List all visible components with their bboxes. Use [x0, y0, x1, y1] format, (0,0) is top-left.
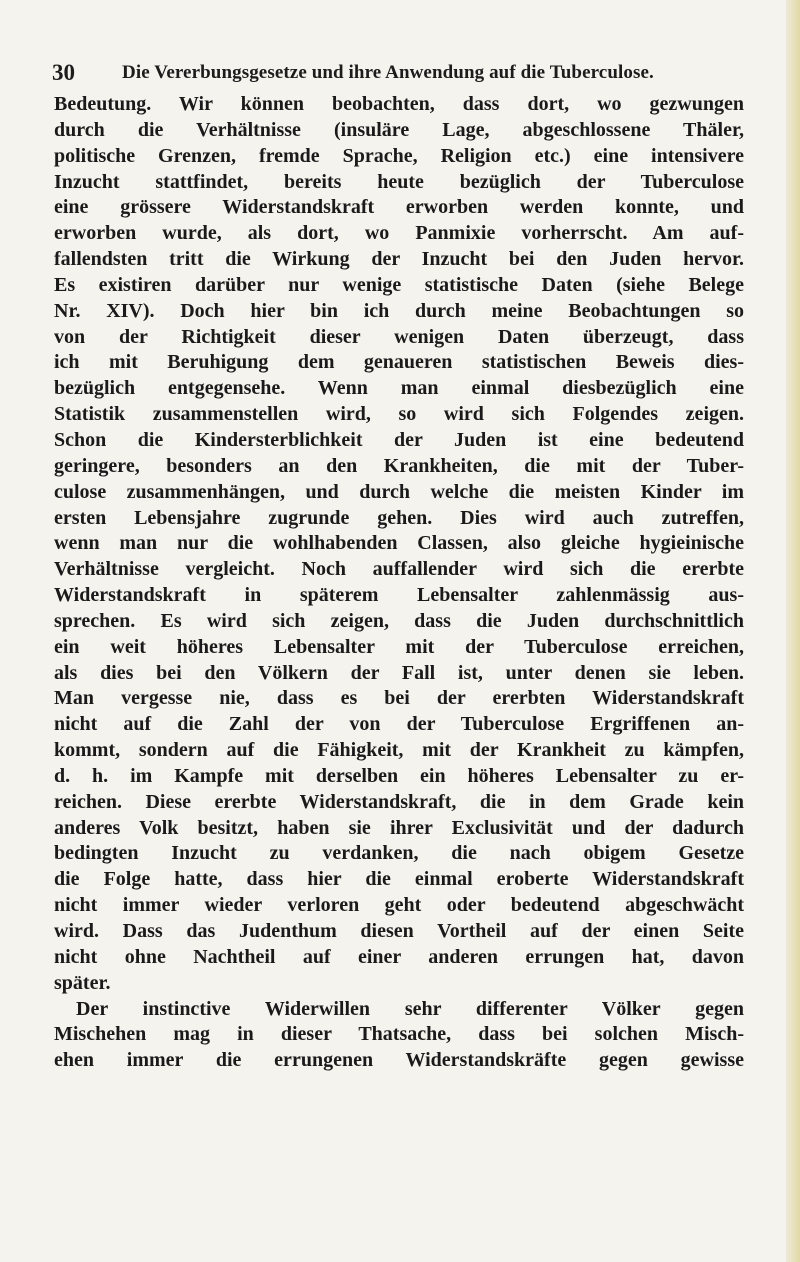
page-number: 30 — [52, 60, 75, 85]
text-line: nicht auf die Zahl der von der Tuberculose Ergriffenen an- — [54, 713, 744, 736]
text-line: Verhältnisse vergleicht. Noch auffallender wird sich die ererbte — [54, 558, 744, 581]
text-line: anderes Volk besitzt, haben sie ihrer Exclusivität und der dadurch — [54, 816, 744, 839]
text-line: Es existiren darüber nur wenige statistische Daten (siehe Belege — [54, 273, 744, 296]
text-line: ehen immer die errungenen Widerstandskräfte gegen gewisse — [54, 1049, 744, 1072]
text-line: ein weit höheres Lebensalter mit der Tuberculose erreichen, — [54, 635, 744, 658]
text-line: als dies bei den Völkern der Fall ist, unter denen sie leben. — [54, 661, 744, 684]
text-line: fallendsten tritt die Wirkung der Inzucht bei den Juden hervor. — [54, 248, 744, 271]
text-line: erworben wurde, als dort, wo Panmixie vorherrscht. Am auf- — [54, 222, 744, 245]
text-line: nicht immer wieder verloren geht oder bedeutend abgeschwächt — [54, 894, 744, 917]
text-line: Schon die Kindersterblichkeit der Juden ist eine bedeutend — [54, 428, 744, 451]
text-line: ersten Lebensjahre zugrunde gehen. Dies wird auch zutreffen, — [54, 506, 744, 529]
text-line: wenn man nur die wohlhabenden Classen, also gleiche hygieinische — [54, 532, 744, 555]
text-line: d. h. im Kampfe mit derselben ein höheres Lebensalter zu er- — [54, 764, 744, 787]
text-line: politische Grenzen, fremde Sprache, Religion etc.) eine intensivere — [54, 144, 744, 167]
paragraph-end-line: später. — [54, 971, 111, 994]
text-line: Mischehen mag in dieser Thatsache, dass bei solchen Misch- — [54, 1023, 744, 1046]
text-line: sprechen. Es wird sich zeigen, dass die Juden durchschnittlich — [54, 609, 744, 632]
text-line: Nr. XIV). Doch hier bin ich durch meine Beobachtungen so — [54, 299, 744, 322]
text-line: wird. Dass das Judenthum diesen Vortheil auf der einen Seite — [54, 920, 744, 942]
text-line: ich mit Beruhigung dem genaueren statistischen Beweis dies- — [54, 351, 744, 374]
text-line: Man vergesse nie, dass es bei der ererbten Widerstandskraft — [54, 687, 744, 710]
text-line: kommt, sondern auf die Fähigkeit, mit der Krankheit zu kämpfen, — [54, 739, 744, 762]
running-header — [52, 58, 752, 88]
text-line: die Folge hatte, dass hier die einmal eroberte Widerstandskraft — [54, 868, 744, 891]
text-line: von der Richtigkeit dieser wenigen Daten überzeugt, dass — [54, 325, 744, 348]
text-line: geringere, besonders an den Krankheiten, die mit der Tuber- — [54, 454, 744, 477]
text-line: durch die Verhältnisse (insuläre Lage, abgeschlossene Thäler, — [54, 118, 744, 141]
text-line: nicht ohne Nachtheil auf einer anderen errungen hat, davon — [54, 945, 744, 968]
body-text — [54, 92, 744, 1074]
text-line: Inzucht stattfindet, bereits heute bezüglich der Tuberculose — [54, 170, 744, 193]
text-line: Bedeutung. Wir können beobachten, dass dort, wo gezwungen — [54, 93, 744, 115]
text-line: reichen. Diese ererbte Widerstandskraft, die in dem Grade kein — [54, 790, 744, 813]
paragraph-start-line: Der instinctive Widerwillen sehr differenter Völker gegen — [76, 997, 744, 1020]
text-line: bezüglich entgegensehe. Wenn man einmal diesbezüglich eine — [54, 377, 744, 400]
text-line: eine grössere Widerstandskraft erworben werden konnte, und — [54, 196, 744, 219]
text-line: Widerstandskraft in späterem Lebensalter zahlenmässig aus- — [54, 584, 744, 607]
page-edge-shading — [786, 0, 800, 1262]
running-title: Die Vererbungsgesetze und ihre Anwendung auf die Tuberculose. — [122, 62, 654, 83]
text-line: bedingten Inzucht zu verdanken, die nach obigem Gesetze — [54, 842, 744, 865]
text-line: Statistik zusammenstellen wird, so wird sich Folgendes zeigen. — [54, 403, 744, 426]
text-line: culose zusammenhängen, und durch welche die meisten Kinder im — [54, 480, 744, 503]
